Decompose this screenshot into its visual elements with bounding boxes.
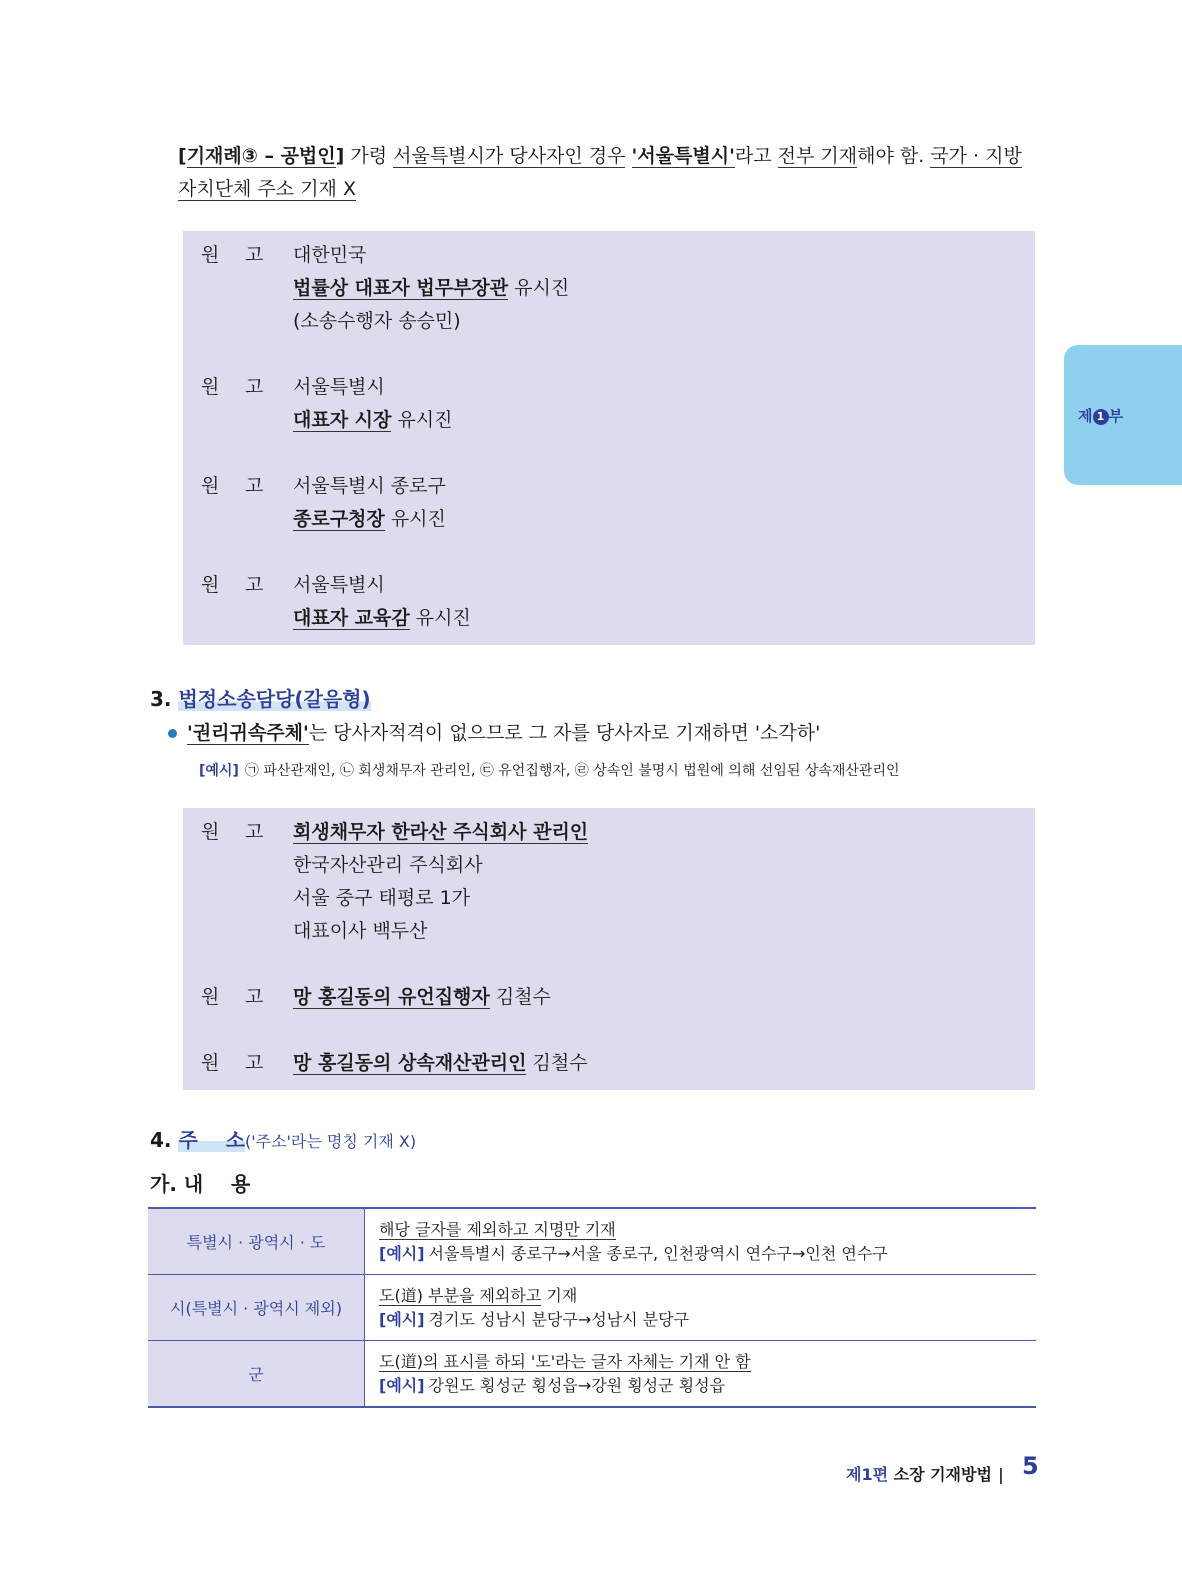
party-role: 원 고 xyxy=(201,574,264,596)
party-line: 대한민국 xyxy=(293,244,367,266)
party-line: 서울특별시 종로구 xyxy=(293,475,446,497)
party-line: 한국자산관리 주식회사 xyxy=(293,854,483,876)
party-role: 원 고 xyxy=(201,376,264,398)
party-entry xyxy=(201,981,1035,1014)
party-role: 원 고 xyxy=(201,821,264,843)
section-4-heading: 4. 주 소('주소'라는 명칭 기재 X) xyxy=(150,1128,417,1152)
party-line: 망 홍길동의 유언집행자 김철수 xyxy=(293,986,551,1008)
address-rules-table xyxy=(148,1207,1036,1408)
party-role: 원 고 xyxy=(201,986,264,1008)
bullet-item: '권리귀속주체'는 당사자적격이 없으므로 그 자를 당사자로 기재하면 '소각하' xyxy=(168,718,820,748)
party-line: 대표자 교육감 유시진 xyxy=(293,607,471,629)
party-role: 원 고 xyxy=(201,1052,264,1074)
bullet-dot-icon xyxy=(168,729,177,738)
page-footer: 제1편 소장 기재방법 | xyxy=(846,1465,1004,1484)
example-line: [예시] ㉠ 파산관재인, ㉡ 회생채무자 관리인, ㉢ 유언집행자, ㉣ 상속인 불명시 법원에 의해 선임된 상속재산관리인 xyxy=(199,763,900,779)
table-category-cell: 시(특별시 · 광역시 제외) xyxy=(148,1275,365,1341)
part-label: 제 1 부 xyxy=(1078,407,1123,425)
table-description-cell: 도(道)의 표시를 하되 '도'라는 글자 자체는 기재 안 함 [예시] 강원도 횡성군 횡성읍→강원 횡성군 횡성읍 xyxy=(365,1341,1037,1408)
party-entry xyxy=(201,371,1035,437)
page-number: 5 xyxy=(1022,1452,1039,1480)
party-entry xyxy=(201,569,1035,635)
table-description-cell: 해당 글자를 제외하고 지명만 기재 [예시] 서울특별시 종로구→서울 종로구, 인천광역시 연수구→인천 연수구 xyxy=(379,1219,888,1263)
party-entry xyxy=(201,816,1035,948)
table-category-cell: 특별시 · 광역시 · 도 xyxy=(148,1208,365,1275)
party-example-box-1 xyxy=(183,231,1035,645)
party-line: (소송수행자 송승민) xyxy=(293,310,461,332)
party-line: 종로구청장 유시진 xyxy=(293,508,446,530)
table-description-cell: 도(道) 부분을 제외하고 기재 [예시] 경기도 성남시 분당구→성남시 분당구 xyxy=(365,1275,1037,1341)
party-role: 원 고 xyxy=(201,244,264,266)
table-category-cell: 군 xyxy=(148,1341,365,1408)
subsection-heading: 가. 내 용 xyxy=(150,1172,251,1196)
example-tag: [기재례③ – 공법인] xyxy=(178,145,345,167)
circled-number-icon: 1 xyxy=(1093,409,1109,425)
party-line: 대표자 시장 유시진 xyxy=(293,409,453,431)
party-line: 회생채무자 한라산 주식회사 관리인 xyxy=(293,821,589,843)
party-line: 망 홍길동의 상속재산관리인 김철수 xyxy=(293,1052,588,1074)
party-entry xyxy=(201,239,1035,338)
intro-paragraph: [기재례③ – 공법인] 가령 서울특별시가 당사자인 경우 '서울특별시'라고 전부 기재해야 함. 국가 · 지방자치단체 주소 기재 X xyxy=(178,145,1022,200)
party-role: 원 고 xyxy=(201,475,264,497)
party-line: 법률상 대표자 법무부장관 유시진 xyxy=(293,277,570,299)
party-line: 서울특별시 xyxy=(293,574,385,596)
party-line: 서울특별시 xyxy=(293,376,385,398)
part-side-tab[interactable] xyxy=(1064,345,1182,485)
table-row xyxy=(148,1275,1036,1341)
party-line: 대표이사 백두산 xyxy=(293,920,428,942)
party-example-box-2 xyxy=(183,808,1035,1090)
party-line: 서울 중구 태평로 1가 xyxy=(293,887,471,909)
section-3-heading: 3. 법정소송담당(갈음형) xyxy=(150,687,371,711)
party-entry xyxy=(201,470,1035,536)
party-entry xyxy=(201,1047,1035,1080)
table-row xyxy=(148,1341,1036,1408)
table-row xyxy=(148,1208,1036,1275)
